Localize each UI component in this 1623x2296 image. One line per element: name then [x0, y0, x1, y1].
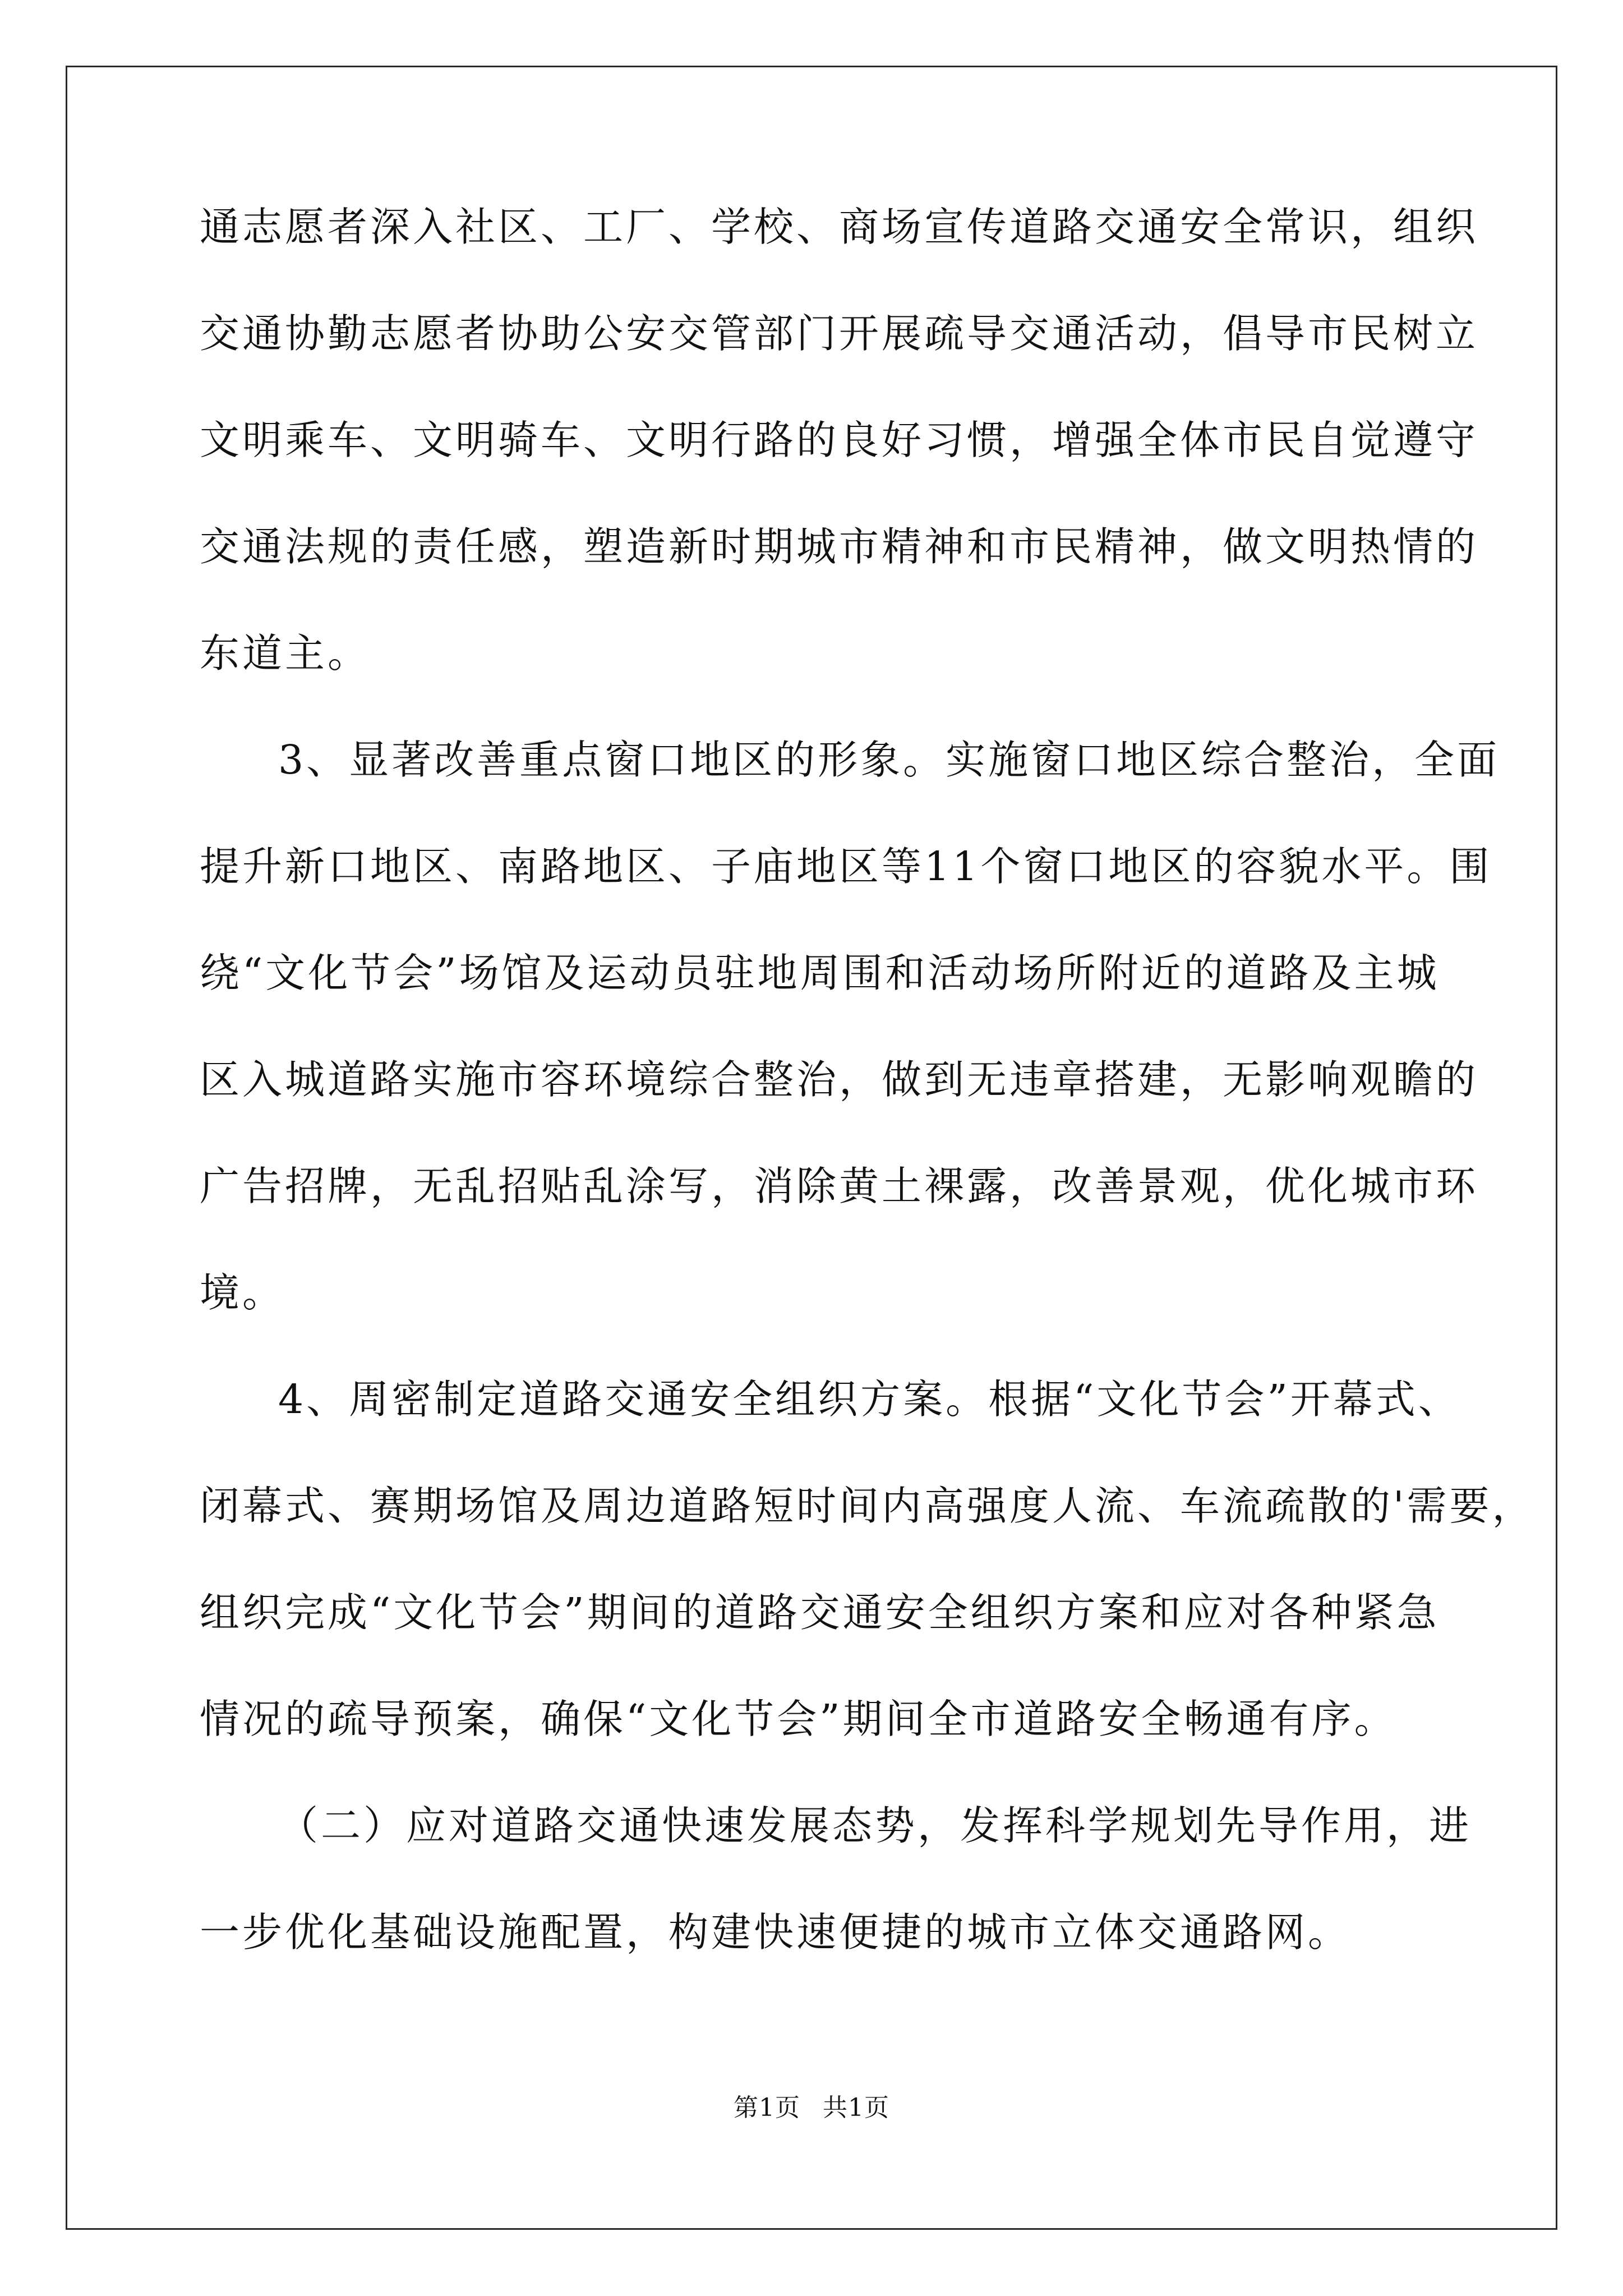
text-line: 文明乘车、文明骑车、文明行路的良好习惯，增强全体市民自觉遵守	[200, 417, 1479, 463]
text-line: 组织完成“文化节会”期间的道路交通安全组织方案和应对各种紧急	[200, 1589, 1440, 1636]
page-border	[66, 66, 1557, 2230]
text-line: 绕“文化节会”场馆及运动员驻地周围和活动场所附近的道路及主城	[200, 950, 1440, 996]
text-line: 一步优化基础设施配置，构建快速便捷的城市立体交通路网。	[200, 1909, 1351, 1955]
text-line: 广告招牌，无乱招贴乱涂写，消除黄土裸露，改善景观，优化城市环	[200, 1163, 1479, 1209]
paragraph-4-start: 4、周密制定道路交通安全组织方案。根据“文化节会”开幕式、	[278, 1376, 1461, 1423]
text-line: 交通法规的责任感，塑造新时期城市精神和市民精神，做文明热情的	[200, 523, 1479, 570]
text-line: 东道主。	[200, 630, 371, 677]
page-total: 共1页	[823, 2093, 889, 2122]
text-line: 闭幕式、赛期场馆及周边道路短时间内高强度人流、车流疏散的'需要，	[200, 1483, 1535, 1529]
text-line: 提升新口地区、南路地区、子庙地区等11个窗口地区的容貌水平。围	[200, 843, 1492, 890]
text-line: 情况的疏导预案，确保“文化节会”期间全市道路安全畅通有序。	[200, 1696, 1397, 1742]
text-line: 通志愿者深入社区、工厂、学校、商场宣传道路交通安全常识，组织	[200, 204, 1479, 250]
section-2-heading: （二）应对道路交通快速发展态势，发挥科学规划先导作用，进	[278, 1802, 1472, 1849]
text-line: 区入城道路实施市容环境综合整治，做到无违章搭建，无影响观瞻的	[200, 1056, 1479, 1103]
page-footer	[0, 2092, 1623, 2124]
text-line: 境。	[200, 1269, 285, 1316]
page-number: 第1页	[734, 2093, 800, 2122]
paragraph-3-start: 3、显著改善重点窗口地区的形象。实施窗口地区综合整治，全面	[278, 737, 1500, 783]
text-line: 交通协勤志愿者协助公安交管部门开展疏导交通活动，倡导市民树立	[200, 310, 1479, 357]
